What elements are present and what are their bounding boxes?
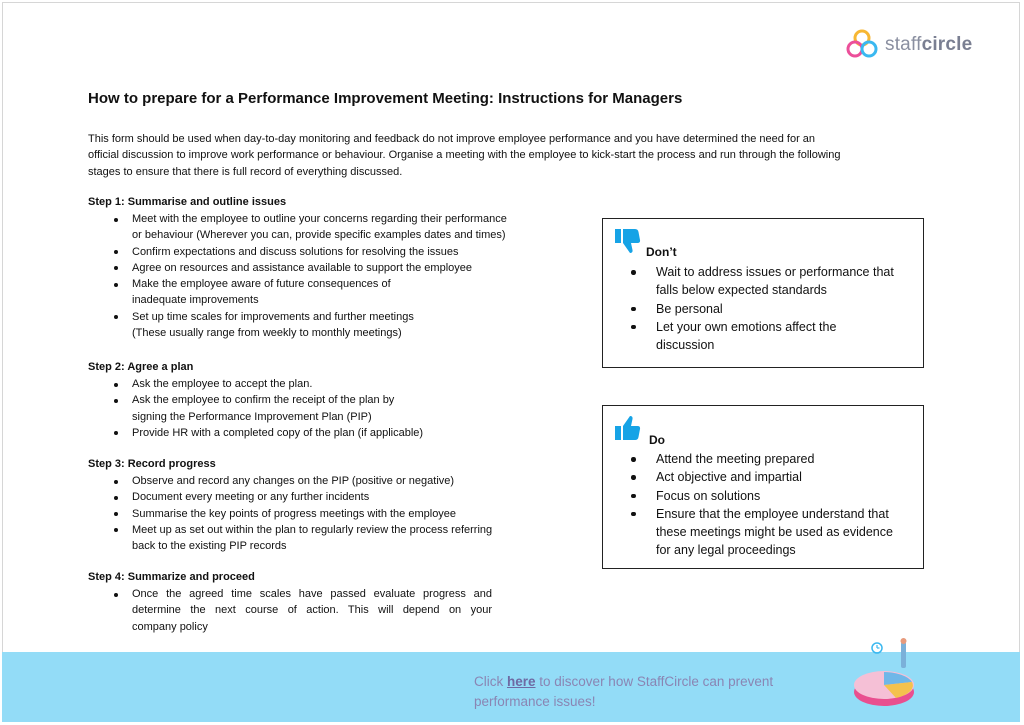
- list-item: Document every meeting or any further incidents: [110, 489, 560, 505]
- list-item: Act objective and impartial: [626, 468, 916, 486]
- list-item: Observe and record any changes on the PIP (positive or negative): [110, 473, 560, 489]
- step-1-list: [110, 211, 560, 341]
- do-box: [602, 405, 924, 569]
- intro-line: This form should be used when day-to-day monitoring and feedback do not improve employee performance and you have determined the need for an: [88, 133, 816, 145]
- here-link[interactable]: here: [507, 674, 536, 689]
- staffcircle-logo-icon: [845, 28, 879, 62]
- dont-list: [626, 263, 916, 354]
- list-item: Focus on solutions: [626, 487, 916, 505]
- staffcircle-logo: [845, 28, 972, 62]
- list-item: Set up time scales for improvements and further meetings (These usually range from weekly to monthly meetings): [110, 309, 560, 342]
- logo-text-bold: circle: [921, 34, 973, 55]
- cta-text: Click here to discover how StaffCircle can prevent performance issues!: [474, 674, 774, 709]
- step-3-heading: Step 3: Record progress: [88, 458, 216, 470]
- list-item: Ensure that the employee understand that these meetings might be used as evidence for any legal proceedings: [626, 505, 916, 560]
- do-label: Do: [649, 433, 665, 447]
- logo-text-light: staff: [885, 34, 922, 55]
- do-list: [626, 450, 916, 560]
- list-item: Confirm expectations and discuss solutions for resolving the issues: [110, 244, 560, 260]
- intro-paragraph: [88, 131, 938, 180]
- list-item: Let your own emotions affect the discussion: [626, 318, 916, 355]
- thumbs-up-icon: [613, 413, 643, 443]
- list-item: Ask the employee to confirm the receipt of the plan by signing the Performance Improvement Plan (PIP): [110, 392, 560, 425]
- list-item: Attend the meeting prepared: [626, 450, 916, 468]
- step-4-heading: Step 4: Summarize and proceed: [88, 571, 255, 583]
- footer-banner: [2, 652, 1020, 722]
- step-4-list: [110, 586, 492, 635]
- list-item: Meet with the employee to outline your concerns regarding their performance or behaviour (Wherever you can, provide specific examples dates and times): [110, 211, 560, 244]
- list-item: Make the employee aware of future consequences of inadequate improvements: [110, 276, 560, 309]
- list-item: Wait to address issues or performance that falls below expected standards: [626, 263, 916, 300]
- thumbs-down-icon: [613, 226, 643, 256]
- step-2-heading: Step 2: Agree a plan: [88, 361, 194, 373]
- intro-line: official discussion to improve work performance or behaviour. Organise a meeting with the employee to kick-start the process and run through the following: [88, 149, 841, 162]
- list-item: Be personal: [626, 300, 916, 318]
- step-3-list: [110, 473, 560, 554]
- list-item: Summarise the key points of progress meetings with the employee: [110, 506, 560, 522]
- pie-chart-illustration-icon: [852, 636, 922, 708]
- dont-label: Don’t: [646, 245, 677, 259]
- intro-line: stages to ensure that there is full record of everything discussed.: [88, 165, 403, 178]
- list-item: Ask the employee to accept the plan.: [110, 376, 560, 392]
- list-item: Once the agreed time scales have passed evaluate progress and determine the next course of action. This will depend on your company policy: [110, 586, 492, 635]
- list-item: Agree on resources and assistance available to support the employee: [110, 260, 560, 276]
- document-title: How to prepare for a Performance Improvement Meeting: Instructions for Managers: [88, 90, 683, 107]
- step-1-heading: Step 1: Summarise and outline issues: [88, 196, 287, 208]
- list-item: Provide HR with a completed copy of the plan (if applicable): [110, 425, 560, 441]
- dont-box: [602, 218, 924, 368]
- step-2-list: [110, 376, 560, 441]
- list-item: Meet up as set out within the plan to regularly review the process referring back to the existing PIP records: [110, 522, 560, 555]
